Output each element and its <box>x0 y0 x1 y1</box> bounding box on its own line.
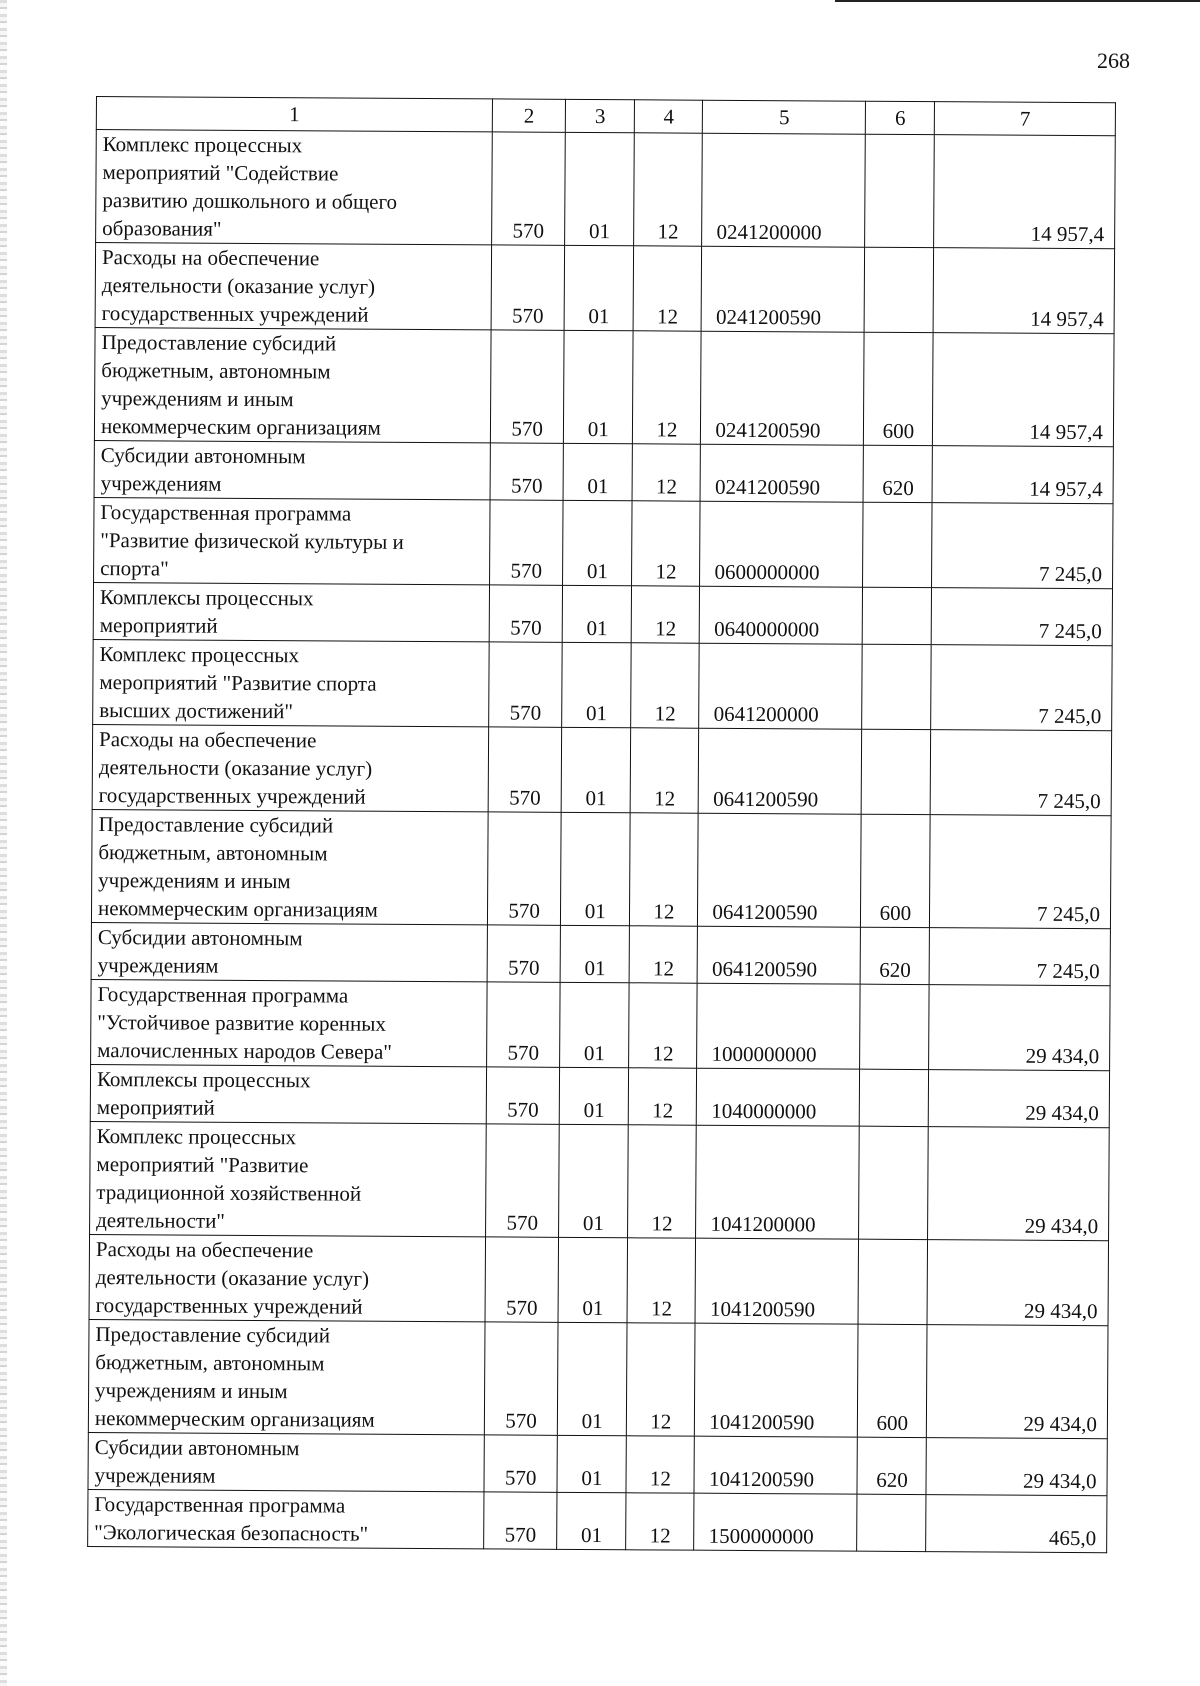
cell-admin-code: 570 <box>492 132 566 245</box>
table-row <box>89 1234 1109 1325</box>
name-line: Субсидии автономным <box>97 925 303 951</box>
name-line: деятельности (оказание услуг) <box>101 273 376 299</box>
cell-subsection: 12 <box>631 643 700 728</box>
cell-expense-type: 620 <box>860 927 929 984</box>
cell-expense-type <box>859 1126 929 1239</box>
cell-admin-code: 570 <box>486 1067 560 1124</box>
cell-section: 01 <box>557 1435 626 1492</box>
header-cell: 4 <box>635 100 703 133</box>
cell-amount: 14 957,4 <box>934 135 1115 249</box>
name-line: некоммерческим организациям <box>97 896 378 922</box>
name-line: Расходы на обеспечение <box>101 245 320 271</box>
cell-section: 01 <box>560 982 630 1067</box>
cell-name <box>88 1319 485 1434</box>
cell-amount: 14 957,4 <box>934 248 1115 334</box>
document-body <box>87 96 1116 1553</box>
cell-target-article: 1041200000 <box>696 1125 860 1239</box>
cell-name <box>94 440 490 499</box>
cell-target-article: 1500000000 <box>694 1493 857 1551</box>
budget-table <box>87 96 1116 1553</box>
cell-name <box>91 979 488 1066</box>
top-rule <box>835 0 1200 2</box>
name-line: учреждениям и иным <box>95 1378 288 1404</box>
cell-target-article: 1041200590 <box>695 1238 858 1324</box>
cell-section: 01 <box>563 443 632 500</box>
header-cell: 6 <box>866 101 935 134</box>
cell-section: 01 <box>564 245 634 330</box>
cell-target-article: 0641200590 <box>698 813 862 927</box>
header-cell: 7 <box>935 102 1116 136</box>
cell-amount: 7 245,0 <box>930 928 1111 986</box>
cell-target-article: 0641200590 <box>698 926 861 984</box>
cell-section: 01 <box>565 132 635 245</box>
header-cell: 1 <box>96 97 492 132</box>
name-line: Предоставление субсидий <box>95 1322 331 1348</box>
name-line: государственных учреждений <box>98 783 366 809</box>
name-line: мероприятий "Развитие спорта <box>99 670 377 696</box>
cell-expense-type: 600 <box>861 814 931 927</box>
cell-subsection: 12 <box>632 444 700 501</box>
table-row <box>93 582 1112 645</box>
cell-section: 01 <box>563 500 633 585</box>
name-line: мероприятий "Развитие <box>96 1152 309 1178</box>
cell-expense-type <box>864 247 934 332</box>
name-line: Комплекс процессных <box>96 1124 297 1150</box>
table-row <box>90 1064 1109 1127</box>
cell-amount: 29 434,0 <box>927 1240 1108 1326</box>
name-line: "Устойчивое развитие коренных <box>97 1010 386 1036</box>
cell-target-article: 0641200000 <box>699 643 862 729</box>
cell-name <box>93 582 489 641</box>
cell-name <box>96 130 493 245</box>
name-line: бюджетным, автономным <box>98 840 328 866</box>
cell-amount: 7 245,0 <box>931 645 1112 731</box>
cell-name <box>93 639 490 726</box>
cell-section: 01 <box>561 727 631 812</box>
cell-expense-type <box>865 134 935 247</box>
name-line: высших достижений" <box>99 698 294 724</box>
cell-expense-type: 620 <box>863 445 932 502</box>
cell-name <box>90 1064 486 1123</box>
scan-edge <box>0 0 7 1686</box>
cell-admin-code: 570 <box>487 925 561 982</box>
cell-section: 01 <box>558 1322 628 1435</box>
name-line: некоммерческим организациям <box>94 1406 375 1432</box>
cell-amount: 29 434,0 <box>929 1070 1110 1128</box>
cell-amount: 14 957,4 <box>933 446 1114 504</box>
cell-amount: 7 245,0 <box>930 815 1111 929</box>
cell-amount: 465,0 <box>926 1495 1107 1553</box>
cell-subsection: 12 <box>629 983 698 1068</box>
cell-target-article: 0640000000 <box>700 586 863 644</box>
header-cell: 2 <box>492 99 565 132</box>
name-line: мероприятий "Содействие <box>102 160 339 186</box>
cell-section: 01 <box>560 925 629 982</box>
cell-subsection: 12 <box>627 1323 696 1436</box>
cell-subsection: 12 <box>632 586 700 643</box>
name-line: "Экологическая безопасность" <box>94 1520 369 1546</box>
cell-expense-type <box>862 644 932 729</box>
cell-name <box>88 1489 484 1548</box>
name-line: "Развитие физической культуры и <box>100 528 404 554</box>
cell-expense-type <box>860 984 930 1069</box>
name-line: спорта" <box>100 556 169 581</box>
name-line: учреждениям <box>94 1463 216 1488</box>
cell-expense-type: 600 <box>858 1324 928 1437</box>
cell-expense-type: 600 <box>864 332 934 445</box>
cell-target-article: 0241200590 <box>700 444 863 502</box>
cell-admin-code: 570 <box>490 500 564 585</box>
cell-name <box>91 809 488 924</box>
name-line: бюджетным, автономным <box>101 358 331 384</box>
cell-subsection: 12 <box>633 246 702 331</box>
cell-expense-type: 620 <box>857 1437 926 1494</box>
cell-name <box>94 497 491 584</box>
cell-admin-code: 570 <box>488 727 562 812</box>
cell-expense-type <box>863 587 932 644</box>
name-line: развитию дошкольного и общего <box>102 188 398 214</box>
cell-target-article: 1040000000 <box>697 1068 860 1126</box>
name-line: Государственная программа <box>97 982 349 1008</box>
name-line: мероприятий <box>99 613 218 638</box>
name-line: Субсидии автономным <box>94 1435 300 1461</box>
cell-admin-code: 570 <box>489 585 563 642</box>
name-line: Предоставление субсидий <box>101 330 337 356</box>
cell-target-article: 0241200590 <box>701 246 864 332</box>
name-line: образования" <box>102 216 222 241</box>
name-line: бюджетным, автономным <box>95 1350 325 1376</box>
name-line: Расходы на обеспечение <box>98 727 317 753</box>
cell-admin-code: 570 <box>486 1124 560 1237</box>
cell-target-article: 1041200590 <box>694 1436 857 1494</box>
table-row <box>92 724 1112 815</box>
name-line: Комплекс процессных <box>99 642 300 668</box>
cell-subsection: 12 <box>627 1238 696 1323</box>
table-row <box>94 440 1113 503</box>
cell-section: 01 <box>562 642 632 727</box>
cell-expense-type <box>863 502 933 587</box>
name-line: Комплекс процессных <box>102 132 303 158</box>
name-line: учреждениям и иным <box>101 386 294 412</box>
cell-name <box>92 724 489 811</box>
name-line: Государственная программа <box>100 500 352 526</box>
name-line: мероприятий <box>96 1095 215 1120</box>
cell-name <box>95 243 492 330</box>
cell-amount: 29 434,0 <box>928 1127 1109 1241</box>
cell-amount: 29 434,0 <box>926 1438 1107 1496</box>
table-row <box>95 243 1115 334</box>
name-line: Предоставление субсидий <box>98 812 334 838</box>
name-line: Расходы на обеспечение <box>95 1237 314 1263</box>
table-row <box>96 130 1116 249</box>
name-line: малочисленных народов Севера" <box>97 1038 392 1064</box>
name-line: деятельности" <box>96 1208 226 1233</box>
cell-target-article: 1041200590 <box>695 1323 859 1437</box>
cell-amount: 7 245,0 <box>931 730 1112 816</box>
name-line: традиционной хозяйственной <box>96 1180 362 1206</box>
cell-expense-type <box>857 1494 926 1551</box>
cell-target-article: 0241200000 <box>702 133 866 247</box>
header-cell: 3 <box>566 99 635 132</box>
cell-subsection: 12 <box>628 1125 697 1238</box>
table-row <box>93 639 1113 730</box>
cell-expense-type <box>858 1239 928 1324</box>
name-line: Комплексы процессных <box>99 585 314 611</box>
table-row <box>94 497 1114 588</box>
cell-target-article: 1000000000 <box>697 983 860 1069</box>
cell-section: 01 <box>561 812 631 925</box>
cell-subsection: 12 <box>629 926 697 983</box>
cell-target-article: 0241200590 <box>701 331 865 445</box>
page-number: 268 <box>1097 48 1130 73</box>
cell-section: 01 <box>559 1067 628 1124</box>
cell-subsection: 12 <box>633 331 702 444</box>
cell-subsection: 12 <box>626 1493 694 1550</box>
cell-name <box>91 922 487 981</box>
table-row <box>94 327 1114 446</box>
table-row <box>90 1121 1110 1240</box>
name-line: государственных учреждений <box>95 1293 363 1319</box>
cell-admin-code: 570 <box>490 443 564 500</box>
cell-subsection: 12 <box>630 728 699 813</box>
name-line: Субсидии автономным <box>100 443 306 469</box>
cell-name <box>90 1121 487 1236</box>
name-line: учреждениям <box>97 953 219 978</box>
table-row <box>88 1489 1107 1552</box>
cell-subsection: 12 <box>629 1068 697 1125</box>
cell-section: 01 <box>558 1237 628 1322</box>
name-line: некоммерческим организациям <box>100 414 381 440</box>
cell-admin-code: 570 <box>490 330 564 443</box>
cell-section: 01 <box>559 1124 629 1237</box>
cell-name <box>88 1432 484 1491</box>
name-line: деятельности (оказание услуг) <box>95 1265 370 1291</box>
cell-target-article: 0600000000 <box>700 501 863 587</box>
cell-admin-code: 570 <box>487 982 561 1067</box>
table-row <box>91 979 1111 1070</box>
cell-subsection: 12 <box>632 501 701 586</box>
cell-target-article: 0641200590 <box>699 728 862 814</box>
header-cell: 5 <box>703 100 866 134</box>
cell-expense-type <box>862 729 932 814</box>
cell-admin-code: 570 <box>487 812 561 925</box>
table-row <box>88 1319 1108 1438</box>
cell-admin-code: 570 <box>484 1435 558 1492</box>
name-line: государственных учреждений <box>101 301 369 327</box>
cell-name <box>89 1234 486 1321</box>
cell-amount: 7 245,0 <box>932 588 1113 646</box>
name-line: Государственная программа <box>94 1492 346 1518</box>
cell-amount: 29 434,0 <box>929 985 1110 1071</box>
cell-section: 01 <box>564 330 634 443</box>
cell-admin-code: 570 <box>484 1322 558 1435</box>
cell-subsection: 12 <box>626 1436 694 1493</box>
cell-amount: 14 957,4 <box>933 333 1114 447</box>
cell-admin-code: 570 <box>489 642 563 727</box>
table-row <box>91 809 1111 928</box>
cell-section: 01 <box>562 585 631 642</box>
name-line: деятельности (оказание услуг) <box>98 755 373 781</box>
cell-section: 01 <box>557 1492 626 1549</box>
cell-name <box>94 327 491 442</box>
cell-amount: 7 245,0 <box>932 503 1113 589</box>
name-line: учреждениям <box>100 471 222 496</box>
name-line: учреждениям и иным <box>98 868 291 894</box>
cell-subsection: 12 <box>630 813 699 926</box>
cell-admin-code: 570 <box>491 245 565 330</box>
cell-expense-type <box>860 1069 929 1126</box>
table-body <box>88 97 1116 1553</box>
cell-amount: 29 434,0 <box>927 1325 1108 1439</box>
cell-subsection: 12 <box>634 133 703 246</box>
table-row <box>88 1432 1107 1495</box>
table-row <box>91 922 1110 985</box>
cell-admin-code: 570 <box>485 1237 559 1322</box>
name-line: Комплексы процессных <box>96 1067 311 1093</box>
cell-admin-code: 570 <box>484 1492 558 1549</box>
